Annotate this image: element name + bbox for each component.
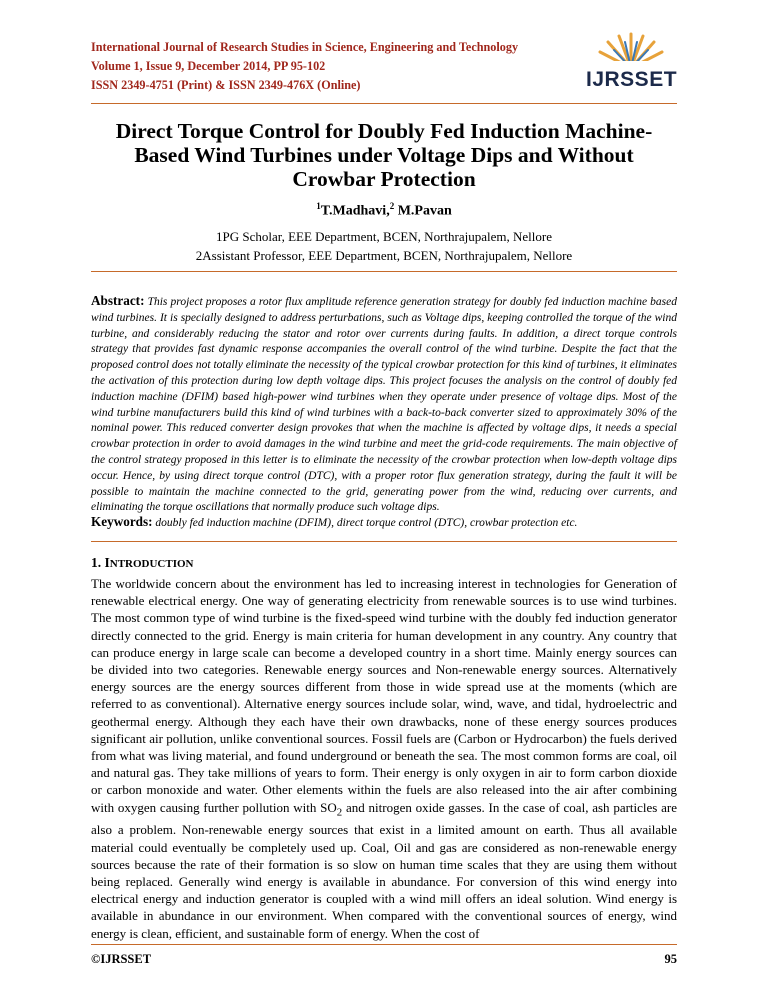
keywords-divider <box>91 541 677 542</box>
abstract-top-divider <box>91 271 677 272</box>
intro-paragraph <box>91 575 677 942</box>
page-number: 95 <box>664 952 677 966</box>
author-1-mark: 1 <box>316 201 321 211</box>
journal-name: International Journal of Research Studies in Science, Engineering and Technology <box>91 40 519 54</box>
journal-header <box>91 38 651 95</box>
abstract-text: This project proposes a rotor flux amplitude reference generation strategy for doubly fed induction machine based wind turbines. It is specially designed to address perturbations, such as Voltage dips, keeping controlled the torque of the wind turbine, and considerably reducing the stator and rotor over currents during faults. In addition, a direct torque controls strategy that provides fast dynamic response accompanies the overall control of the wind turbine. Despite the fact that the proposed control does not totally eliminate the necessity of the typical crowbar protection for this kind of turbines, it eliminates the activation of this protection during low depth voltage dips. This project focuses the analysis on the control of doubly fed induction machine (DFIM) based high-power wind turbines when they operate under presence of voltage dips. Most of the wind turbine manufacturers build this kind of wind turbines with a back-to-back converter sized to approximately 30% of the nominal power. This reduced converter design provokes that when the machine is affected by voltage dips, it needs a special crowbar protection in order to avoid damages in the wind turbine and meet the grid-code requirements. The main objective of the control strategy proposed in this letter is to eliminate the necessity of the crowbar protection when low-depth voltage dips occur. Hence, by using direct torque control (DTC), with a proper rotor flux generation strategy, during the fault it will be possible to maintain the machine connected to the grid, generating power from the wind, reducing over currents, and eliminating the torque oscillations that normally produce such voltage dips. <box>91 296 678 514</box>
intro-subscript: 2 <box>336 806 343 819</box>
affiliation-2: 2Assistant Professor, EEE Department, BCEN, Northrajupalem, Nellore <box>195 248 573 263</box>
journal-issn: ISSN 2349-4751 (Print) & ISSN 2349-476X (Online) <box>91 78 361 92</box>
abstract-label: Abstract: <box>91 293 145 308</box>
affiliation-1: 1PG Scholar, EEE Department, BCEN, Northrajupalem, Nellore <box>216 229 552 244</box>
intro-text-2: and nitrogen oxide gasses. In the case of coal, ash particles are also a problem. Non-renewable energy sources that exist in a limited amount on earth. Thus all available material could eventually be completely used up. Coal, Oil and gas are considered as non-renewable energy sources because the rate of their formation is so slow on human time scales that they are using them without being replaced. Generally wind energy is available in abundance. For conversion of this wind energy into electrical energy and induction generator is coupled with a wind mill offers an ideal solution. Wind energy is available in abundance in our environment. When compared with the conventional sources of energy, wind energy is clean, efficient, and sustainable form of energy. When the cost of <box>91 799 677 941</box>
intro-text-1: The worldwide concern about the environment has led to increasing interest in technologies for Generation of renewable electrical energy. One way of generating electricity from renewable sources is to use wind turbines. The most common type of wind turbine is the fixed-speed wind turbine with the doubly fed induction generator directly connected to the grid. Energy is main criteria for human development in any country. Any country that can produce energy in large scale can become a developed country in a short time. Mainly energy sources can be divided into two categories. Renewable energy sources and Non-renewable energy sources. Alternatively energy sources are the energy sources different from those in wide spread use at the moments (which are referred to as conventional). Alternative energy sources include solar, wind, wave, and tidal, hydroelectric and geothermal energy. Although they each have their own drawbacks, none of these energy sources produces significant air pollution, unlike conventional sources. Fossil fuels are (Carbon or Hydrocarbon) the fuels derived from what was living material, and found underground or beneath the sea. The most common forms are coal, oil and natural gas. They take millions of years to form. Their energy is only oxygen in air to form carbon dioxide or carbon monoxide and water. Other elements within the fuels are also released into the air after combining with oxygen causing further pollution with SO <box>91 576 677 815</box>
keywords-text: doubly fed induction machine (DFIM), direct torque control (DTC), crowbar protection etc. <box>155 517 578 529</box>
author-line <box>91 201 677 220</box>
author-2-name: M.Pavan <box>394 203 452 219</box>
journal-issue: Volume 1, Issue 9, December 2014, PP 95-102 <box>91 59 326 73</box>
section-heading <box>91 555 194 571</box>
paper-title: Direct Torque Control for Doubly Fed Induction Machine-Based Wind Turbines under Voltage Dips and Without Crowbar Protection <box>115 119 653 191</box>
journal-logo <box>586 28 676 92</box>
footer-copyright: ©IJRSSET <box>91 952 152 966</box>
footer-divider <box>91 944 677 945</box>
header-divider <box>91 103 677 104</box>
abstract <box>91 293 677 516</box>
keywords-label: Keywords: <box>91 514 153 529</box>
section-number: 1. <box>91 555 105 570</box>
logo-wordmark: IJRSSET <box>586 68 678 91</box>
keywords <box>91 514 677 530</box>
author-2-mark: 2 <box>389 201 395 211</box>
author-1-name: T.Madhavi, <box>320 203 390 219</box>
section-title-rest: NTRODUCTION <box>109 558 194 570</box>
section-initial: I <box>104 555 110 570</box>
sunburst-icon <box>586 28 676 70</box>
